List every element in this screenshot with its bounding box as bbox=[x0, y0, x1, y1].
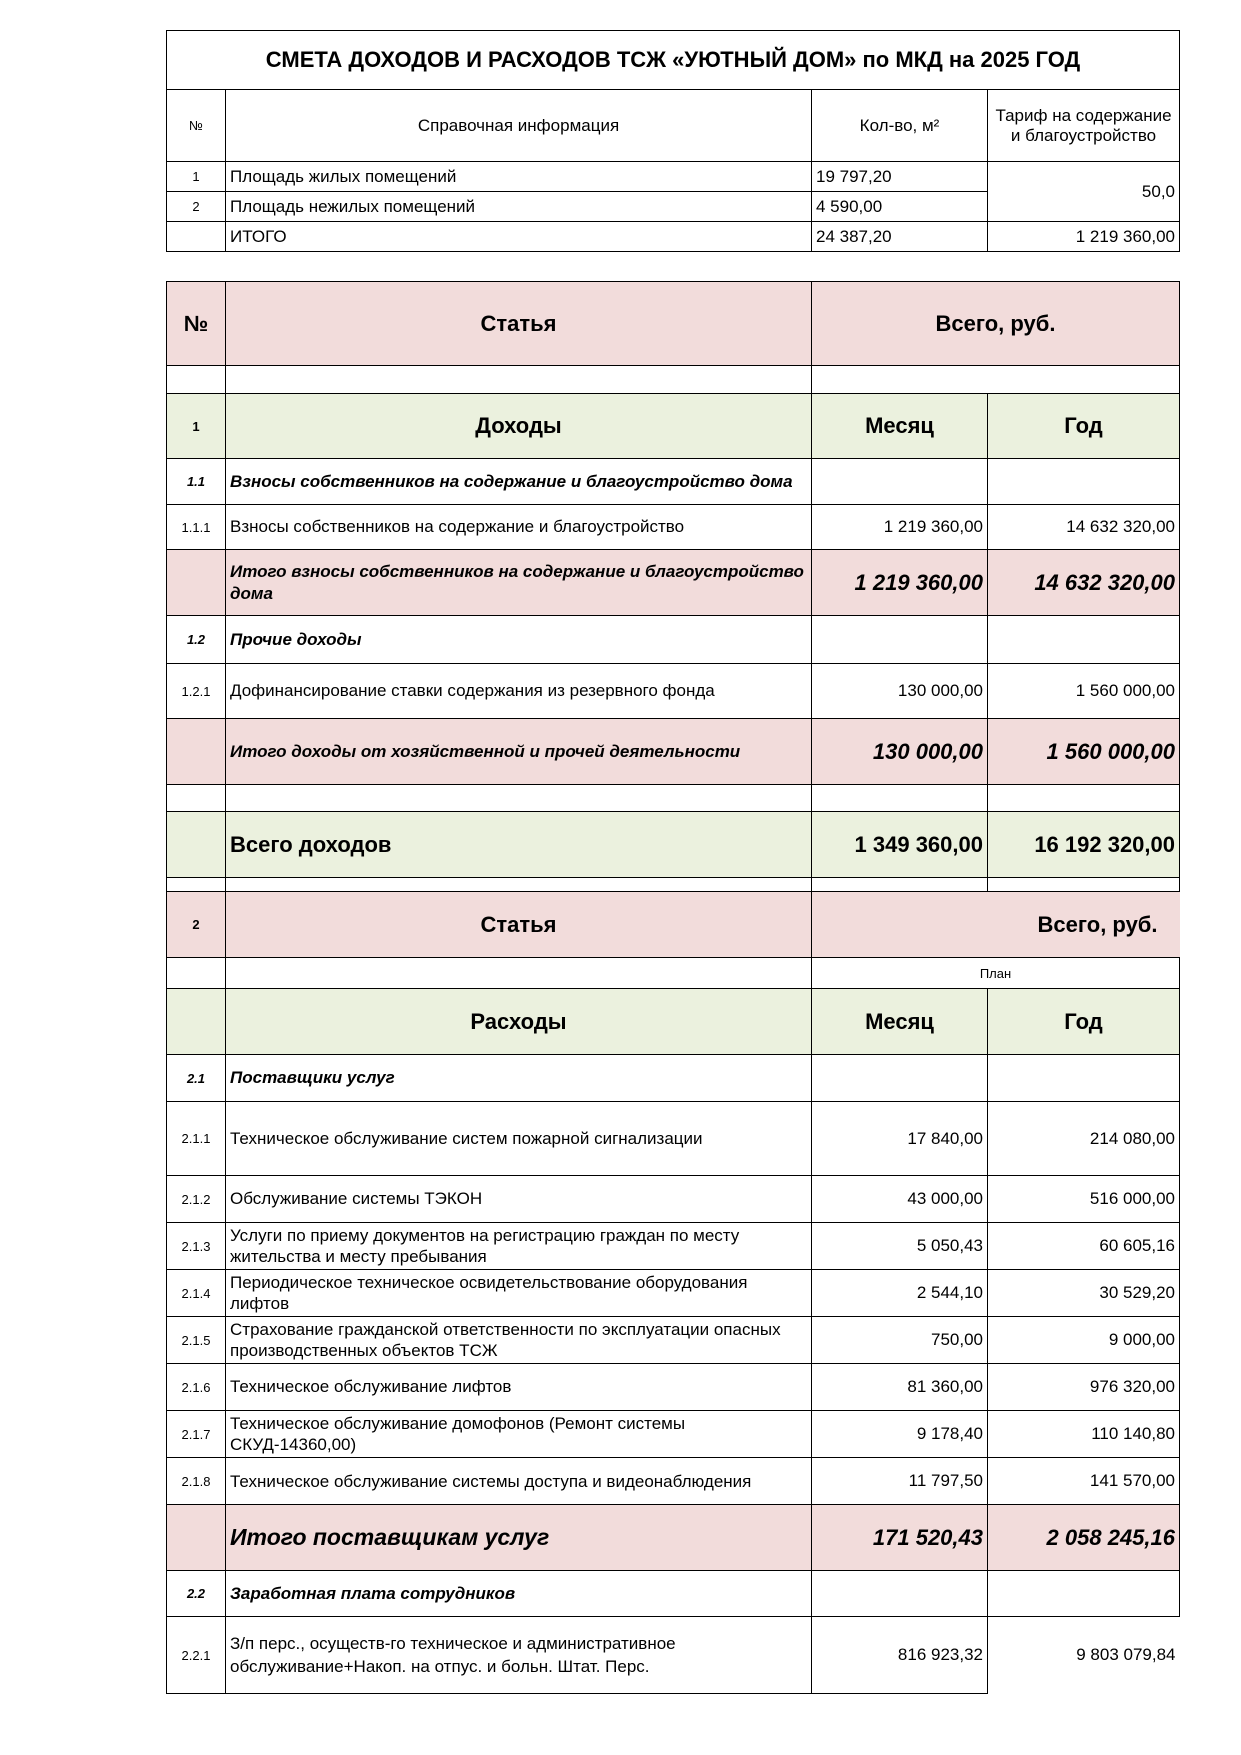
ref-total-num bbox=[167, 222, 226, 252]
group-title: Взносы собственников на содержание и благоустройство дома bbox=[226, 459, 812, 505]
row-label: З/п перс., осуществ-го техническое и административное обслуживание+Накоп. на отпус. и больн. Штат. Перс. bbox=[226, 1617, 812, 1694]
row-num: 2.1.5 bbox=[167, 1317, 226, 1364]
row-label: Дофинансирование ставки содержания из резервного фонда bbox=[226, 664, 812, 719]
subtotal-label: Итого взносы собственников на содержание и благоустройство дома bbox=[226, 550, 812, 616]
expense-section-title: Расходы bbox=[226, 989, 812, 1055]
group-num: 1.2 bbox=[167, 616, 226, 664]
row-month-value: 816 923,32 bbox=[812, 1617, 988, 1694]
spacer-cell bbox=[167, 958, 226, 989]
empty-cell bbox=[988, 459, 1180, 505]
row-month-value: 43 000,00 bbox=[812, 1176, 988, 1223]
ref-row-qty: 4 590,00 bbox=[812, 192, 988, 222]
row-num: 2.1.6 bbox=[167, 1364, 226, 1411]
spacer-cell bbox=[812, 878, 988, 892]
empty-cell bbox=[812, 1571, 988, 1617]
subtotal-label: Итого доходы от хозяйственной и прочей деятельности bbox=[226, 719, 812, 785]
row-year-value: 214 080,00 bbox=[988, 1102, 1180, 1176]
row-num: 2.1.3 bbox=[167, 1223, 226, 1270]
row-num: 2.2.1 bbox=[167, 1617, 226, 1694]
subtotal-label: Итого поставщикам услуг bbox=[226, 1505, 812, 1571]
ref-row-num: 2 bbox=[167, 192, 226, 222]
ref-total-sum: 1 219 360,00 bbox=[988, 222, 1180, 252]
grand-total-label: Всего доходов bbox=[226, 812, 812, 878]
row-month-value: 2 544,10 bbox=[812, 1270, 988, 1317]
row-label: Техническое обслуживание систем пожарной сигнализации bbox=[226, 1102, 812, 1176]
group-num: 1.1 bbox=[167, 459, 226, 505]
row-label: Периодическое техническое освидетельствование оборудования лифтов bbox=[226, 1270, 812, 1317]
spacer-cell bbox=[226, 958, 812, 989]
subtotal-num bbox=[167, 1505, 226, 1571]
row-label: Услуги по приему документов на регистрацию граждан по месту жительства и месту пребывания bbox=[226, 1223, 812, 1270]
expense-header-num: 2 bbox=[167, 892, 226, 958]
grand-total-num bbox=[167, 812, 226, 878]
row-num: 1.1.1 bbox=[167, 505, 226, 550]
row-year-value: 141 570,00 bbox=[988, 1458, 1180, 1505]
grand-total-year: 16 192 320,00 bbox=[988, 812, 1180, 878]
row-month-value: 5 050,43 bbox=[812, 1223, 988, 1270]
spacer-cell bbox=[812, 366, 1180, 394]
row-label: Техническое обслуживание лифтов bbox=[226, 1364, 812, 1411]
spacer-cell bbox=[167, 366, 226, 394]
row-month-value: 11 797,50 bbox=[812, 1458, 988, 1505]
row-label: Техническое обслуживание системы доступа и видеонаблюдения bbox=[226, 1458, 812, 1505]
ref-row-label: Площадь нежилых помещений bbox=[226, 192, 812, 222]
spacer-cell bbox=[226, 785, 812, 812]
document-title: СМЕТА ДОХОДОВ И РАСХОДОВ ТСЖ «УЮТНЫЙ ДОМ» по МКД на 2025 ГОД bbox=[167, 31, 1180, 90]
row-year-value: 9 000,00 bbox=[988, 1317, 1180, 1364]
subtotal-month: 171 520,43 bbox=[812, 1505, 988, 1571]
group-num: 2.1 bbox=[167, 1055, 226, 1102]
empty-cell bbox=[988, 616, 1180, 664]
spacer-cell bbox=[988, 785, 1180, 812]
row-year-value: 9 803 079,84 bbox=[988, 1617, 1180, 1694]
row-label: Техническое обслуживание домофонов (Ремонт системы СКУД-14360,00) bbox=[226, 1411, 812, 1458]
expense-header-total: Всего, руб. bbox=[812, 892, 1180, 958]
subtotal-year: 2 058 245,16 bbox=[988, 1505, 1180, 1571]
ref-header-info: Справочная информация bbox=[226, 90, 812, 162]
row-num: 2.1.2 bbox=[167, 1176, 226, 1223]
group-title: Поставщики услуг bbox=[226, 1055, 812, 1102]
row-month-value: 750,00 bbox=[812, 1317, 988, 1364]
row-month-value: 1 219 360,00 bbox=[812, 505, 988, 550]
reference-table bbox=[166, 30, 1180, 252]
row-label: Обслуживание системы ТЭКОН bbox=[226, 1176, 812, 1223]
row-year-value: 516 000,00 bbox=[988, 1176, 1180, 1223]
spacer-cell bbox=[988, 878, 1180, 892]
row-month-value: 130 000,00 bbox=[812, 664, 988, 719]
plan-label: План bbox=[812, 958, 1180, 989]
row-year-value: 60 605,16 bbox=[988, 1223, 1180, 1270]
spacer-cell bbox=[167, 785, 226, 812]
spacer-cell bbox=[226, 878, 812, 892]
subtotal-year: 1 560 000,00 bbox=[988, 719, 1180, 785]
empty-cell bbox=[988, 1571, 1180, 1617]
ref-header-tariff: Тариф на содержание и благоустройство bbox=[988, 90, 1180, 162]
income-table bbox=[166, 281, 1180, 892]
row-year-value: 1 560 000,00 bbox=[988, 664, 1180, 719]
row-num: 2.1.4 bbox=[167, 1270, 226, 1317]
income-section-num: 1 bbox=[167, 394, 226, 459]
group-num: 2.2 bbox=[167, 1571, 226, 1617]
expense-header-item: Статья bbox=[226, 892, 812, 958]
ref-row-num: 1 bbox=[167, 162, 226, 192]
income-section-title: Доходы bbox=[226, 394, 812, 459]
expense-table bbox=[166, 891, 1180, 1694]
subtotal-year: 14 632 320,00 bbox=[988, 550, 1180, 616]
group-title: Заработная плата сотрудников bbox=[226, 1571, 812, 1617]
empty-cell bbox=[812, 1055, 988, 1102]
ref-total-qty: 24 387,20 bbox=[812, 222, 988, 252]
row-num: 2.1.8 bbox=[167, 1458, 226, 1505]
empty-cell bbox=[812, 616, 988, 664]
spacer-cell bbox=[167, 878, 226, 892]
spacer-cell bbox=[812, 785, 988, 812]
empty-cell bbox=[812, 459, 988, 505]
subtotal-num bbox=[167, 719, 226, 785]
row-num: 1.2.1 bbox=[167, 664, 226, 719]
income-month-header: Месяц bbox=[812, 394, 988, 459]
row-year-value: 30 529,20 bbox=[988, 1270, 1180, 1317]
row-year-value: 110 140,80 bbox=[988, 1411, 1180, 1458]
row-label: Страхование гражданской ответственности по эксплуатации опасных производственных объектов ТСЖ bbox=[226, 1317, 812, 1364]
subtotal-month: 1 219 360,00 bbox=[812, 550, 988, 616]
row-month-value: 9 178,40 bbox=[812, 1411, 988, 1458]
row-month-value: 17 840,00 bbox=[812, 1102, 988, 1176]
row-month-value: 81 360,00 bbox=[812, 1364, 988, 1411]
subtotal-num bbox=[167, 550, 226, 616]
row-label: Взносы собственников на содержание и благоустройство bbox=[226, 505, 812, 550]
income-header-total: Всего, руб. bbox=[812, 282, 1180, 366]
income-header-item: Статья bbox=[226, 282, 812, 366]
row-num: 2.1.7 bbox=[167, 1411, 226, 1458]
ref-header-qty: Кол-во, м² bbox=[812, 90, 988, 162]
row-num: 2.1.1 bbox=[167, 1102, 226, 1176]
subtotal-month: 130 000,00 bbox=[812, 719, 988, 785]
income-header-num: № bbox=[167, 282, 226, 366]
grand-total-month: 1 349 360,00 bbox=[812, 812, 988, 878]
row-year-value: 14 632 320,00 bbox=[988, 505, 1180, 550]
ref-row-label: Площадь жилых помещений bbox=[226, 162, 812, 192]
group-title: Прочие доходы bbox=[226, 616, 812, 664]
tariff-value: 50,0 bbox=[988, 162, 1180, 222]
ref-total-label: ИТОГО bbox=[226, 222, 812, 252]
row-year-value: 976 320,00 bbox=[988, 1364, 1180, 1411]
empty-cell bbox=[988, 1055, 1180, 1102]
expense-year-header: Год bbox=[988, 989, 1180, 1055]
spacer-cell bbox=[226, 366, 812, 394]
income-year-header: Год bbox=[988, 394, 1180, 459]
expense-section-num bbox=[167, 989, 226, 1055]
expense-month-header: Месяц bbox=[812, 989, 988, 1055]
ref-row-qty: 19 797,20 bbox=[812, 162, 988, 192]
ref-header-num: № bbox=[167, 90, 226, 162]
